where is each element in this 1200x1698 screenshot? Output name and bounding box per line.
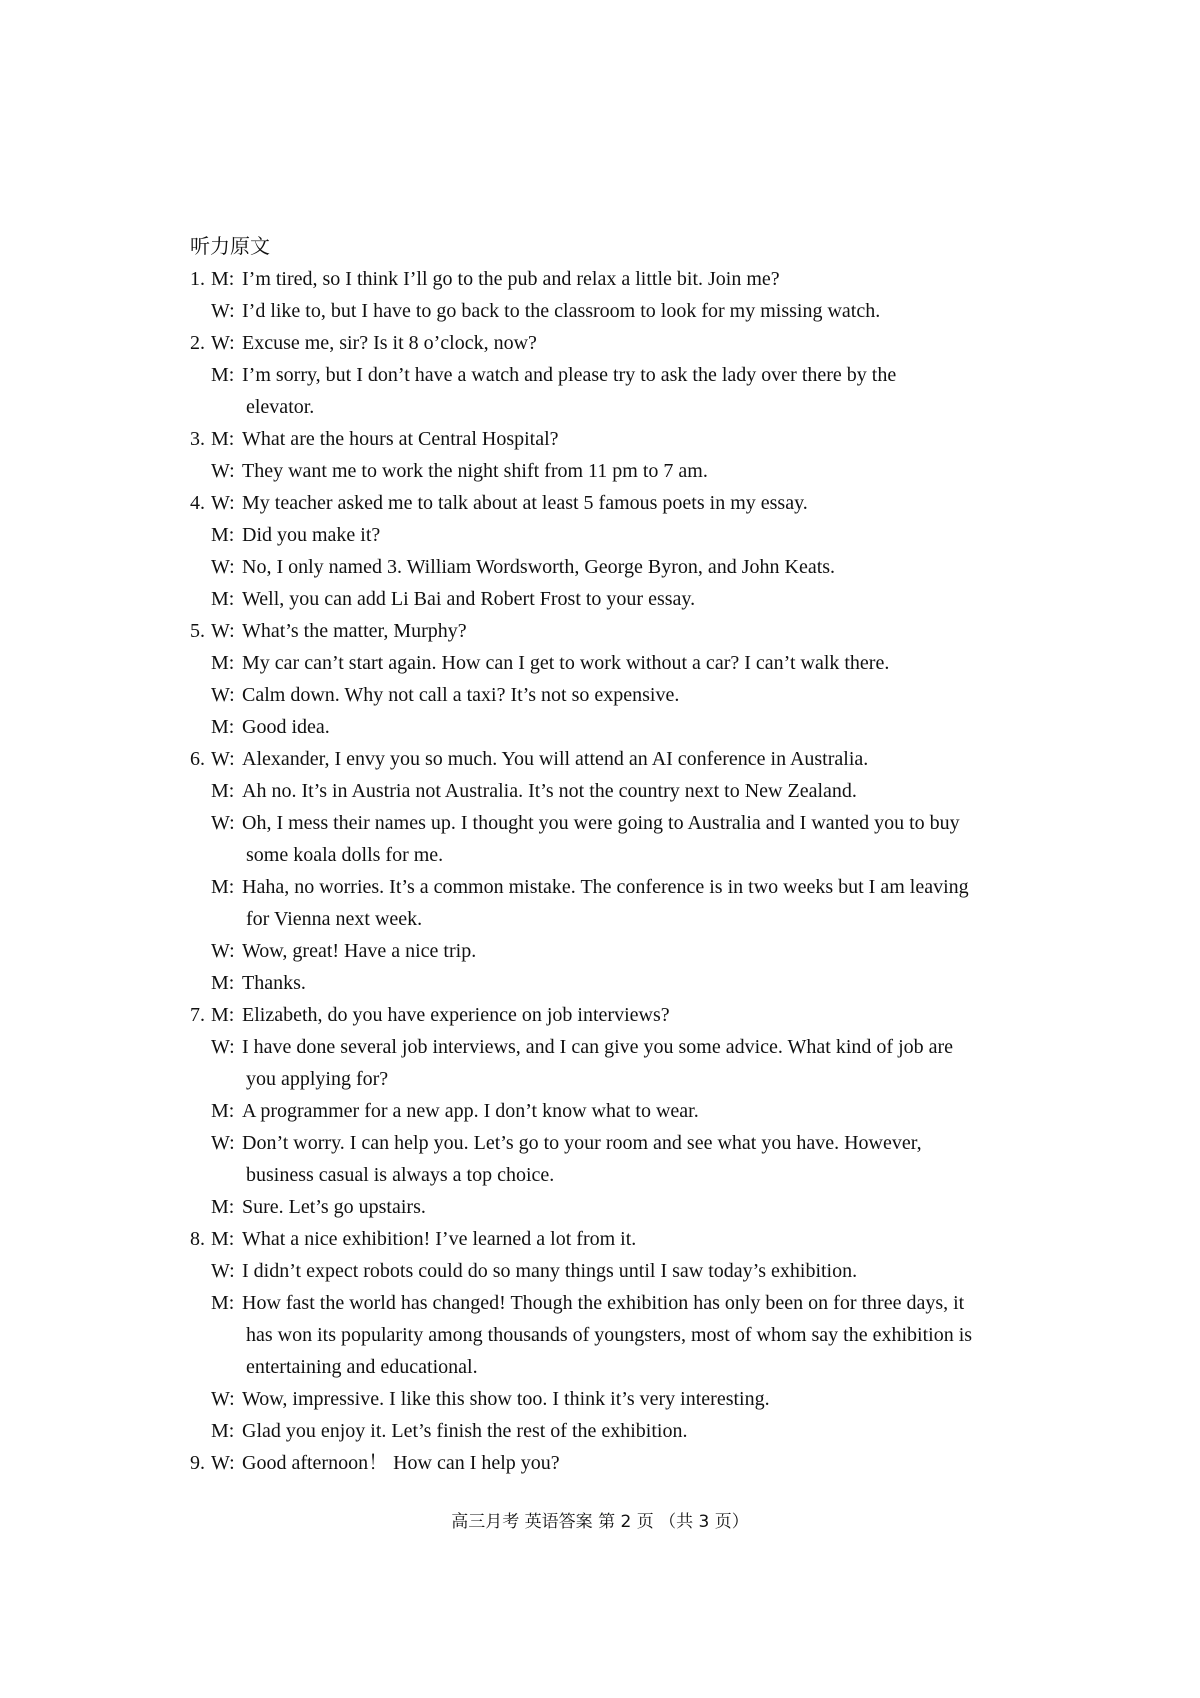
transcript-line [190,1383,1020,1415]
speaker-label: W: [211,812,235,834]
transcript-line [190,327,1020,359]
speaker-label: W: [211,1388,235,1410]
dialogue-text: How fast the world has changed! Though the exhibition has only been on for three days, it [242,1292,965,1314]
speaker-label: M: [211,428,235,450]
speaker-label: W: [211,1036,235,1058]
speaker-label: W: [211,1260,235,1282]
page-title: 听力原文 [190,234,270,258]
transcript-line [190,1223,1020,1255]
transcript-line [190,263,1020,295]
dialogue-text: some koala dolls for me. [246,844,444,866]
dialogue-text: I didn’t expect robots could do so many things until I saw today’s exhibition. [242,1260,858,1282]
dialogue-text: What’s the matter, Murphy? [242,620,467,642]
speaker-label: M: [211,1196,235,1218]
transcript-line [190,1031,1020,1063]
transcript-line [190,935,1020,967]
dialogue-text: elevator. [246,396,315,418]
dialogue-text: Excuse me, sir? Is it 8 o’clock, now? [242,332,537,354]
dialogue-text: What a nice exhibition! I’ve learned a lot from it. [242,1228,637,1250]
speaker-label: M: [211,524,235,546]
dialogue-text: Alexander, I envy you so much. You will attend an AI conference in Australia. [242,748,869,770]
question-number: 9. [190,1452,205,1474]
transcript-line [190,839,1020,871]
dialogue-text: My teacher asked me to talk about at least 5 famous poets in my essay. [242,492,808,514]
speaker-label: W: [211,1452,235,1474]
dialogue-text: Thanks. [242,972,306,994]
dialogue-text: entertaining and educational. [246,1356,478,1378]
transcript-line [190,743,1020,775]
speaker-label: M: [211,716,235,738]
speaker-label: M: [211,780,235,802]
speaker-label: W: [211,748,235,770]
question-number: 1. [190,268,205,290]
dialogue-text: I’m tired, so I think I’ll go to the pub and relax a little bit. Join me? [242,268,780,290]
transcript-line [190,583,1020,615]
dialogue-text: business casual is always a top choice. [246,1164,555,1186]
transcript-line [190,775,1020,807]
dialogue-text: I have done several job interviews, and I can give you some advice. What kind of job are [242,1036,954,1058]
speaker-label: M: [211,1292,235,1314]
transcript-line [190,423,1020,455]
speaker-label: W: [211,460,235,482]
dialogue-text: Sure. Let’s go upstairs. [242,1196,426,1218]
dialogue-text: I’m sorry, but I don’t have a watch and please try to ask the lady over there by the [242,364,897,386]
transcript-line [190,295,1020,327]
speaker-label: W: [211,492,235,514]
dialogue-text: Well, you can add Li Bai and Robert Frost to your essay. [242,588,696,610]
speaker-label: W: [211,556,235,578]
dialogue-text: Calm down. Why not call a taxi? It’s not so expensive. [242,684,680,706]
question-number: 2. [190,332,205,354]
transcript-line [190,615,1020,647]
dialogue-text: Elizabeth, do you have experience on job interviews? [242,1004,670,1026]
dialogue-text: Glad you enjoy it. Let’s finish the rest of the exhibition. [242,1420,688,1442]
page-footer: 高三月考 英语答案 第 2 页 （共 3 页） [451,1512,749,1532]
speaker-label: W: [211,300,235,322]
transcript-line [190,1095,1020,1127]
dialogue-text: for Vienna next week. [246,908,423,930]
dialogue-text: A programmer for a new app. I don’t know what to wear. [242,1100,699,1122]
speaker-label: M: [211,588,235,610]
speaker-label: M: [211,652,235,674]
transcript-line [190,1063,1020,1095]
speaker-label: M: [211,268,235,290]
dialogue-text: Haha, no worries. It’s a common mistake. The conference is in two weeks but I am leaving [242,876,969,898]
dialogue-text: Did you make it? [242,524,381,546]
question-number: 7. [190,1004,205,1026]
speaker-label: M: [211,876,235,898]
speaker-label: M: [211,364,235,386]
dialogue-text: Good afternoon！ How can I help you? [242,1452,560,1474]
dialogue-text: No, I only named 3. William Wordsworth, George Byron, and John Keats. [242,556,836,578]
question-number: 3. [190,428,205,450]
transcript-line [190,391,1020,423]
speaker-label: W: [211,684,235,706]
question-number: 4. [190,492,205,514]
transcript-line [190,711,1020,743]
question-number: 6. [190,748,205,770]
dialogue-text: has won its popularity among thousands of youngsters, most of whom say the exhibition is [246,1324,973,1346]
dialogue-text: you applying for? [246,1068,389,1090]
dialogue-text: Good idea. [242,716,330,738]
question-number: 5. [190,620,205,642]
transcript-line [190,1127,1020,1159]
transcript-line [190,647,1020,679]
transcript-line [190,1319,1020,1351]
dialogue-text: Oh, I mess their names up. I thought you were going to Australia and I wanted you to buy [242,812,960,834]
dialogue-text: Wow, impressive. I like this show too. I think it’s very interesting. [242,1388,770,1410]
dialogue-text: What are the hours at Central Hospital? [242,428,559,450]
transcript-line [190,1415,1020,1447]
speaker-label: M: [211,1228,235,1250]
speaker-label: W: [211,1132,235,1154]
speaker-label: M: [211,1100,235,1122]
speaker-label: M: [211,1004,235,1026]
dialogue-text: I’d like to, but I have to go back to the classroom to look for my missing watch. [242,300,881,322]
question-number: 8. [190,1228,205,1250]
speaker-label: W: [211,332,235,354]
transcript-line [190,1159,1020,1191]
transcript-line [190,871,1020,903]
transcript-line [190,807,1020,839]
transcript-line [190,455,1020,487]
transcript-line [190,551,1020,583]
dialogue-text: My car can’t start again. How can I get to work without a car? I can’t walk there. [242,652,890,674]
transcript-line [190,1447,1020,1479]
speaker-label: W: [211,620,235,642]
transcript-line [190,1287,1020,1319]
dialogue-text: Don’t worry. I can help you. Let’s go to your room and see what you have. However, [242,1132,922,1154]
transcript-line [190,1191,1020,1223]
transcript-line [190,359,1020,391]
transcript-line [190,519,1020,551]
speaker-label: M: [211,1420,235,1442]
transcript-line [190,679,1020,711]
transcript-line [190,999,1020,1031]
dialogue-text: Wow, great! Have a nice trip. [242,940,477,962]
dialogue-text: Ah no. It’s in Austria not Australia. It’s not the country next to New Zealand. [242,780,857,802]
transcript [190,263,1020,1479]
transcript-line [190,1351,1020,1383]
speaker-label: M: [211,972,235,994]
transcript-line [190,487,1020,519]
dialogue-text: They want me to work the night shift from 11 pm to 7 am. [242,460,708,482]
transcript-line [190,903,1020,935]
transcript-line [190,1255,1020,1287]
speaker-label: W: [211,940,235,962]
transcript-line [190,967,1020,999]
